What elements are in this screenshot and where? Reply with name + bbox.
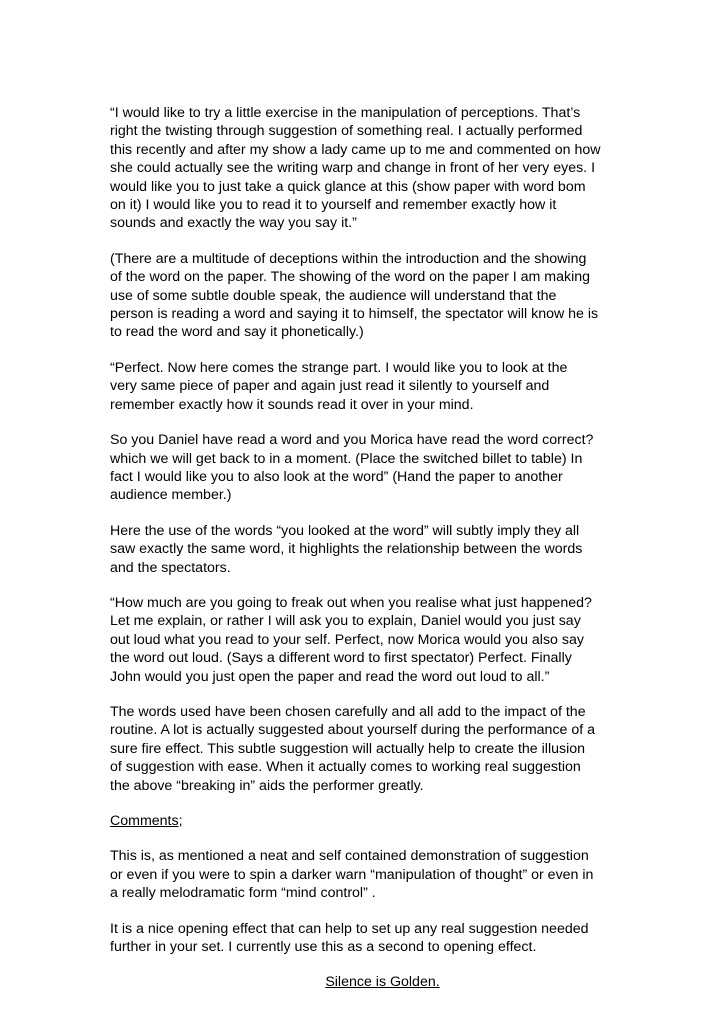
paragraph-perfect-patter: “Perfect. Now here comes the strange part. I would like you to look at the very same piece of paper and again just read it silently to yourself and remember exactly how it sounds read it over in your mind. xyxy=(110,359,568,413)
paragraph-freak-out-patter: “How much are you going to freak out when you realise what just happened? Let me explain, or rather I will ask you to explain, Daniel would you just say out loud what you read to your self. Perfect, now Morica would you also say the word out loud. (Says a different word to first spectator) Perfect. Finally John would you just open the paper and read the word out loud to all.” xyxy=(110,594,592,685)
paragraph-words-usage-note: Here the use of the words “you looked at the word” will subtly imply they all saw exactly the same word, it highlights the relationship between the words and the spectators. xyxy=(110,522,583,576)
paragraph-daniel-morica: So you Daniel have read a word and you Morica have read the word correct? which we will get back to in a moment. (Place the switched billet to table) In fact I would like you to also look at the word” (Hand the paper to another audience member.) xyxy=(110,432,594,504)
comments-heading: Comments; xyxy=(110,813,183,829)
comment-paragraph-demonstration: This is, as mentioned a neat and self contained demonstration of suggestion or even if you were to spin a darker warn “manipulation of thought” or even in a really melodramatic form “mind control” . xyxy=(110,848,594,902)
paragraph-words-chosen-note: The words used have been chosen carefully and all add to the impact of the routine. A lot is actually suggested about yourself during the performance of a sure fire effect. This subtle suggestion will actually help to create the illusion of suggestion with ease. When it actually comes to working real suggestion the above “breaking in” aids the performer greatly. xyxy=(110,703,596,794)
paragraph-deceptions-note: (There are a multitude of deceptions within the introduction and the showing of the word on the paper. The showing of the word on the paper I am making use of some subtle double speak, the audience will understand that the person is reading a word and saying it to himself, the spectator will know he is to read the word and say it phonetically.) xyxy=(110,250,599,341)
comment-paragraph-opening-effect: It is a nice opening effect that can help to set up any real suggestion needed further in your set. I currently use this as a second to opening effect. xyxy=(110,920,589,956)
paragraph-intro-patter: “I would like to try a little exercise in the manipulation of perceptions. That’s right the twisting through suggestion of something real. I actually performed this recently and after my show a lady came up to me and commented on how she could actually see the writing warp and change in front of her very eyes. I would like you to just take a quick glance at this (show paper with word bom on it) I would like you to read it to yourself and remember exactly how it sounds and exactly the way you say it.” xyxy=(110,105,601,232)
document-page xyxy=(110,104,630,992)
closing-title: Silence is Golden. xyxy=(325,974,440,991)
